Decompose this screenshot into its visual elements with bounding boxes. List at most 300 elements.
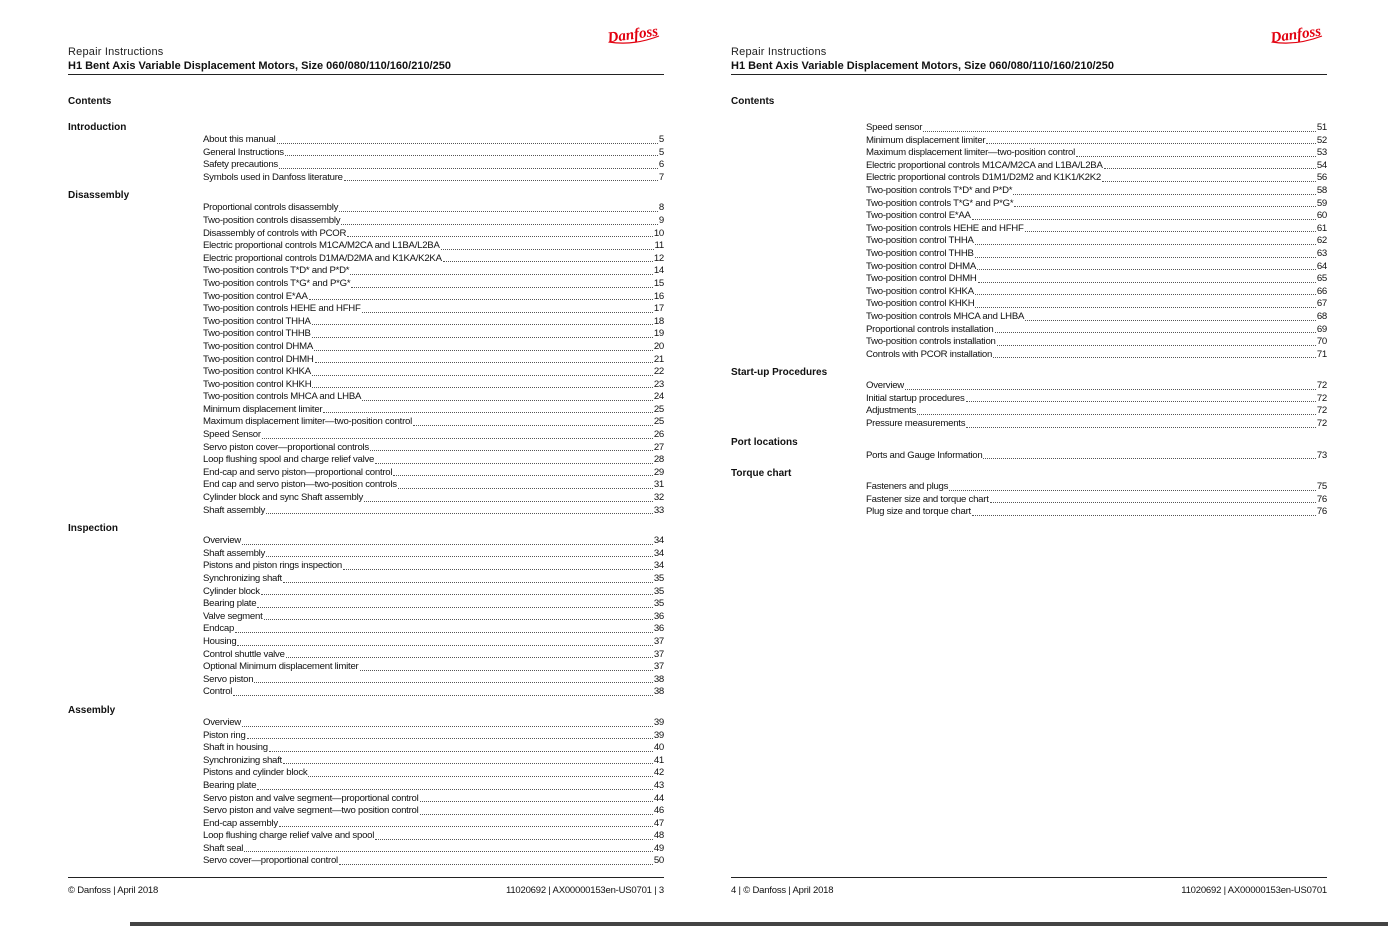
toc-page-number: 63 <box>1316 247 1327 259</box>
toc-entry[interactable] <box>866 248 1327 261</box>
toc-section-title: Torque chart <box>731 468 792 480</box>
toc-entry[interactable] <box>203 134 664 147</box>
toc-section-title: Disassembly <box>68 190 130 202</box>
toc-entry-title: Two-position controls T*G* and P*G* <box>866 197 1014 209</box>
toc-page-number: 38 <box>653 673 664 685</box>
toc-section-title: Port locations <box>731 436 798 448</box>
toc-entry[interactable] <box>203 674 664 687</box>
toc-entry-title: Two-position controls MHCA and LHBA <box>866 310 1025 322</box>
toc-section-title: Assembly <box>68 704 116 716</box>
toc-entry[interactable] <box>203 303 664 316</box>
toc-entry-title: Electric proportional controls D1MA/D2MA and K1KA/K2KA <box>203 252 442 264</box>
toc-page-number: 44 <box>653 792 664 804</box>
toc-page-number: 34 <box>653 547 664 559</box>
toc-page-number: 52 <box>1316 134 1327 146</box>
toc-entry[interactable] <box>866 160 1327 173</box>
toc-entry[interactable] <box>866 286 1327 299</box>
toc-entry[interactable] <box>203 686 664 699</box>
toc-entry[interactable] <box>203 636 664 649</box>
toc-page-number: 73 <box>1316 449 1327 461</box>
toc-page-number: 72 <box>1316 405 1327 417</box>
footer-right: 11020692 | AX00000153en-US0701 <box>1181 885 1327 896</box>
toc-dot-leader <box>949 490 1316 491</box>
viewer-bottom-edge <box>130 922 1388 926</box>
toc-dot-leader <box>995 332 1316 333</box>
toc-entry-title: Servo piston cover—proportional controls <box>203 441 369 453</box>
toc-entry[interactable] <box>866 223 1327 236</box>
toc-entry-title: Safety precautions <box>203 159 278 171</box>
toc-entry-title: Piston ring <box>203 729 246 741</box>
toc-entry-title: Pressure measurements <box>866 418 966 430</box>
toc-entry[interactable] <box>203 416 664 429</box>
toc-entry[interactable] <box>203 366 664 379</box>
toc-dot-leader <box>966 427 1316 428</box>
toc-page-number: 9 <box>658 214 664 226</box>
toc-entry[interactable] <box>203 404 664 417</box>
toc-entry-title: Electric proportional controls M1CA/M2CA and L1BA/L2BA <box>203 240 440 252</box>
toc-dot-leader <box>997 345 1316 346</box>
toc-entry-title: Two-position control THHA <box>203 315 311 327</box>
toc-entry[interactable] <box>203 855 664 868</box>
toc-dot-leader <box>1025 320 1316 321</box>
toc-entry[interactable] <box>866 494 1327 507</box>
toc-entry[interactable] <box>203 316 664 329</box>
toc-dot-leader <box>279 826 653 827</box>
toc-dot-leader <box>247 738 653 739</box>
toc-entries <box>203 523 664 699</box>
toc-page-number: 43 <box>653 779 664 791</box>
toc-entry[interactable] <box>866 418 1327 431</box>
toc-page-number: 50 <box>653 855 664 867</box>
toc-entry-title: Two-position controls MHCA and LHBA <box>203 391 362 403</box>
toc-dot-leader <box>264 619 653 620</box>
toc-entry-title: Servo piston <box>203 673 254 685</box>
toc-page-number: 51 <box>1316 122 1327 133</box>
toc-dot-leader <box>983 458 1315 459</box>
toc-page-number: 66 <box>1316 285 1327 297</box>
toc-dot-leader <box>339 864 653 865</box>
toc-page-number: 8 <box>658 202 664 214</box>
header-divider <box>68 74 664 75</box>
toc-dot-leader <box>1104 168 1316 169</box>
toc-page-number: 18 <box>653 315 664 327</box>
toc-entries <box>866 437 1327 463</box>
toc-entry-title: About this manual <box>203 134 276 145</box>
toc-entry[interactable] <box>203 215 664 228</box>
toc-entry[interactable] <box>203 467 664 480</box>
toc-section-title: Inspection <box>68 523 119 535</box>
toc-entry[interactable] <box>203 805 664 818</box>
toc-entry[interactable] <box>866 481 1327 494</box>
toc-page-number: 72 <box>1316 380 1327 392</box>
toc-entry[interactable] <box>203 793 664 806</box>
toc-page-number: 32 <box>653 492 664 504</box>
toc-dot-leader <box>283 763 653 764</box>
toc-dot-leader <box>312 387 652 388</box>
toc-entry[interactable] <box>866 405 1327 418</box>
toc-dot-leader <box>362 312 653 313</box>
toc-entry[interactable] <box>203 228 664 241</box>
toc-entry[interactable] <box>203 649 664 662</box>
toc-entry-title: Initial startup procedures <box>866 392 965 404</box>
toc-page-number: 14 <box>653 265 664 277</box>
toc-entry[interactable] <box>866 135 1327 148</box>
footer-left: © Danfoss | April 2018 <box>68 885 159 896</box>
toc-entry-title: General Instructions <box>203 146 284 158</box>
toc-entry-title: Bearing plate <box>203 779 257 791</box>
toc-page-number: 5 <box>658 134 664 145</box>
danfoss-logo <box>1266 20 1326 48</box>
toc-page-number: 56 <box>1316 172 1327 184</box>
toc-section-title: Introduction <box>68 122 127 133</box>
toc-dot-leader <box>1013 194 1316 195</box>
toc-entry[interactable] <box>866 393 1327 406</box>
toc-entry[interactable] <box>203 202 664 215</box>
toc-entry-title: Two-position control DHMA <box>203 340 313 352</box>
toc-dot-leader <box>975 294 1316 295</box>
toc-entry-title: Shaft in housing <box>203 742 268 754</box>
toc-page-number: 70 <box>1316 336 1327 348</box>
toc-entries <box>866 122 1327 361</box>
toc-dot-leader <box>420 801 653 802</box>
toc-entry[interactable] <box>203 172 664 185</box>
toc-entry-title: Loop flushing spool and charge relief valve <box>203 454 375 466</box>
toc-entry-title: Optional Minimum displacement limiter <box>203 661 359 673</box>
toc-entry[interactable] <box>203 429 664 442</box>
toc-entry-title: End-cap and servo piston—proportional control <box>203 466 393 478</box>
toc-dot-leader <box>972 515 1316 516</box>
toc-dot-leader <box>443 261 653 262</box>
toc-page-number: 22 <box>653 366 664 378</box>
toc-dot-leader <box>269 751 653 752</box>
toc-page-number: 10 <box>653 227 664 239</box>
toc-entry-title: Overview <box>866 380 904 392</box>
toc-entry[interactable] <box>866 261 1327 274</box>
toc-entry[interactable] <box>866 336 1327 349</box>
toc-section <box>68 517 664 699</box>
toc-dot-leader <box>393 475 653 476</box>
document-page-right <box>694 0 1388 926</box>
toc-entry[interactable] <box>203 586 664 599</box>
toc-dot-leader <box>344 180 658 181</box>
toc-page-number: 11 <box>654 240 664 252</box>
toc-entry-title: Electric proportional controls M1CA/M2CA and L1BA/L2BA <box>866 159 1103 171</box>
toc-dot-leader <box>375 463 653 464</box>
toc-entry-title: Shaft seal <box>203 842 244 854</box>
toc-page-number: 24 <box>653 391 664 403</box>
toc-page-number: 46 <box>653 805 664 817</box>
toc-entry[interactable] <box>203 278 664 291</box>
toc-entry[interactable] <box>203 623 664 636</box>
toc-dot-leader <box>972 219 1316 220</box>
toc-entry-title: Speed sensor <box>866 122 923 133</box>
toc-dot-leader <box>266 513 653 514</box>
toc-entry[interactable] <box>203 492 664 505</box>
toc-page-number: 39 <box>653 729 664 741</box>
toc-page-number: 47 <box>653 817 664 829</box>
toc-dot-leader <box>254 682 653 683</box>
toc-dot-leader <box>283 582 653 583</box>
toc-page-number: 37 <box>653 661 664 673</box>
toc-page-number: 48 <box>653 830 664 842</box>
toc-dot-leader <box>343 569 653 570</box>
toc-dot-leader <box>362 400 653 401</box>
toc-dot-leader <box>975 257 1316 258</box>
toc-dot-leader <box>237 645 652 646</box>
toc-entry[interactable] <box>203 730 664 743</box>
toc-entry[interactable] <box>203 548 664 561</box>
toc-entry[interactable] <box>203 454 664 467</box>
toc-entry[interactable] <box>866 198 1327 211</box>
toc-entry[interactable] <box>866 450 1327 463</box>
toc-entry-title: Control <box>203 686 233 698</box>
contents-heading: Contents <box>68 96 112 107</box>
toc-entry-title: Overview <box>203 716 241 728</box>
toc-dot-leader <box>279 168 658 169</box>
toc-page-number: 58 <box>1316 184 1327 196</box>
toc-dot-leader <box>978 282 1316 283</box>
toc-page-number: 72 <box>1316 418 1327 430</box>
toc-entry-title: Proportional controls installation <box>866 323 994 335</box>
toc-entry[interactable] <box>203 767 664 780</box>
toc-entry[interactable] <box>203 341 664 354</box>
toc-entry[interactable] <box>203 755 664 768</box>
toc-entry-title: Two-position controls T*G* and P*G* <box>203 277 351 289</box>
toc-page-number: 42 <box>653 767 664 779</box>
toc-entry[interactable] <box>203 159 664 172</box>
toc-dot-leader <box>242 726 653 727</box>
toc-entry-title: Plug size and torque chart <box>866 506 971 518</box>
toc-entry[interactable] <box>866 235 1327 248</box>
toc-entry-title: Two-position control DHMH <box>866 273 977 285</box>
toc-dot-leader <box>420 814 653 815</box>
toc-dot-leader <box>441 249 654 250</box>
toc-dot-leader <box>233 695 653 696</box>
toc-page-number: 36 <box>653 610 664 622</box>
toc-entry-title: Two-position control KHKH <box>203 378 312 390</box>
toc-page-number: 60 <box>1316 210 1327 222</box>
toc-entry-title: Pistons and piston rings inspection <box>203 560 342 572</box>
toc-entry-title: Synchronizing shaft <box>203 754 282 766</box>
toc-page-number: 67 <box>1316 298 1327 310</box>
toc-entry-title: Minimum displacement limiter <box>203 403 323 415</box>
toc-dot-leader <box>315 362 653 363</box>
toc-dot-leader <box>977 269 1316 270</box>
toc-entry-title: Fasteners and plugs <box>866 481 949 493</box>
toc-entry[interactable] <box>203 265 664 278</box>
toc-entry-title: Two-position control DHMA <box>866 260 976 272</box>
toc-entry-title: Minimum displacement limiter <box>866 134 986 146</box>
toc-page-number: 39 <box>653 716 664 728</box>
toc-dot-leader <box>262 438 653 439</box>
toc-page-number: 26 <box>653 429 664 441</box>
toc-dot-leader <box>347 236 653 237</box>
toc-page-number: 28 <box>653 454 664 466</box>
toc-dot-leader <box>339 211 658 212</box>
toc-entry[interactable] <box>866 324 1327 337</box>
footer-left: 4 | © Danfoss | April 2018 <box>731 885 834 896</box>
danfoss-logo <box>603 20 663 48</box>
toc-entry-title: Two-position control THHB <box>866 247 974 259</box>
toc-entry-title: Maximum displacement limiter—two-position control <box>866 147 1076 159</box>
toc-entry[interactable] <box>203 611 664 624</box>
toc-page-number: 35 <box>653 585 664 597</box>
toc-entry-title: Loop flushing charge relief valve and spool <box>203 830 375 842</box>
header-subtitle: Repair Instructions <box>731 46 827 58</box>
toc-entry-title: Two-position control THHA <box>866 235 974 247</box>
toc-entry-title: Servo cover—proportional control <box>203 855 338 867</box>
toc-entry-title: Two-position control KHKA <box>203 366 311 378</box>
table-of-contents <box>68 122 664 868</box>
toc-page-number: 12 <box>653 252 664 264</box>
toc-section-title: Start-up Procedures <box>731 367 828 379</box>
toc-entry[interactable] <box>203 291 664 304</box>
toc-entry[interactable] <box>866 185 1327 198</box>
toc-entry[interactable] <box>203 742 664 755</box>
header-subtitle: Repair Instructions <box>68 46 164 58</box>
toc-entry-title: Two-position controls disassembly <box>203 214 341 226</box>
toc-dot-leader <box>1102 181 1316 182</box>
toc-dot-leader <box>398 488 653 489</box>
toc-entry[interactable] <box>866 210 1327 223</box>
toc-entry-title: Bearing plate <box>203 598 257 610</box>
toc-page-number: 19 <box>653 328 664 340</box>
header-title: H1 Bent Axis Variable Displacement Motors, Size 060/080/110/160/210/250 <box>731 60 1114 72</box>
toc-page-number: 54 <box>1316 159 1327 171</box>
toc-page-number: 33 <box>653 504 664 516</box>
toc-dot-leader <box>286 657 653 658</box>
toc-entry[interactable] <box>866 349 1327 362</box>
toc-entry[interactable] <box>203 717 664 730</box>
footer-right: 11020692 | AX00000153en-US0701 | 3 <box>505 885 664 896</box>
toc-dot-leader <box>413 425 653 426</box>
toc-dot-leader <box>351 287 653 288</box>
toc-dot-leader <box>923 131 1316 132</box>
toc-dot-leader <box>1076 156 1316 157</box>
toc-page-number: 71 <box>1316 348 1327 360</box>
toc-entry[interactable] <box>203 442 664 455</box>
toc-section <box>731 462 1327 519</box>
toc-entry[interactable] <box>203 328 664 341</box>
toc-entry-title: Two-position control DHMH <box>203 353 314 365</box>
toc-entry[interactable] <box>203 780 664 793</box>
toc-entry-title: Controls with PCOR installation <box>866 348 993 360</box>
toc-entry[interactable] <box>203 560 664 573</box>
toc-dot-leader <box>990 502 1316 503</box>
toc-page-number: 23 <box>653 378 664 390</box>
toc-dot-leader <box>308 776 652 777</box>
toc-page-number: 6 <box>658 159 664 171</box>
toc-dot-leader <box>917 414 1316 415</box>
toc-entry-title: Two-position control KHKA <box>866 285 974 297</box>
toc-page-number: 35 <box>653 573 664 584</box>
toc-dot-leader <box>986 143 1315 144</box>
toc-entry[interactable] <box>866 122 1327 135</box>
toc-dot-leader <box>285 155 658 156</box>
toc-dot-leader <box>312 375 653 376</box>
header-divider <box>731 74 1327 75</box>
toc-entry[interactable] <box>203 147 664 160</box>
toc-entry-title: Synchronizing shaft <box>203 573 282 584</box>
toc-entry[interactable] <box>866 506 1327 519</box>
toc-entry-title: Symbols used in Danfoss literature <box>203 171 343 183</box>
toc-page-number: 41 <box>653 754 664 766</box>
toc-section <box>731 431 1327 463</box>
toc-entry[interactable] <box>203 505 664 518</box>
footer-divider <box>731 877 1327 878</box>
toc-entry[interactable] <box>866 147 1327 160</box>
toc-page-number: 62 <box>1316 235 1327 247</box>
toc-entry[interactable] <box>203 479 664 492</box>
toc-entry[interactable] <box>203 391 664 404</box>
toc-page-number: 25 <box>653 403 664 415</box>
toc-page-number: 21 <box>653 353 664 365</box>
toc-page-number: 16 <box>653 290 664 302</box>
toc-page-number: 75 <box>1316 481 1327 493</box>
toc-page-number: 59 <box>1316 197 1327 209</box>
toc-entry-title: Two-position controls T*D* and P*D* <box>866 184 1013 196</box>
toc-page-number: 61 <box>1316 222 1327 234</box>
toc-dot-leader <box>975 307 1315 308</box>
toc-entry-title: Fastener size and torque chart <box>866 493 989 505</box>
toc-page-number: 29 <box>653 466 664 478</box>
toc-page-number: 38 <box>653 686 664 698</box>
footer-divider <box>68 877 664 878</box>
toc-entry[interactable] <box>203 240 664 253</box>
toc-dot-leader <box>905 389 1316 390</box>
toc-dot-leader <box>993 357 1316 358</box>
toc-entry[interactable] <box>203 573 664 586</box>
toc-entry[interactable] <box>203 843 664 856</box>
toc-section <box>68 122 664 184</box>
toc-entry[interactable] <box>866 172 1327 185</box>
toc-dot-leader <box>314 350 653 351</box>
toc-entry[interactable] <box>203 661 664 674</box>
toc-entry-title: Pistons and cylinder block <box>203 767 308 779</box>
toc-page-number: 68 <box>1316 310 1327 322</box>
toc-entry[interactable] <box>203 253 664 266</box>
toc-entry[interactable] <box>866 298 1327 311</box>
toc-entry[interactable] <box>203 379 664 392</box>
toc-entry[interactable] <box>866 380 1327 393</box>
toc-entry-title: Two-position control THHB <box>203 328 311 340</box>
toc-entry[interactable] <box>203 818 664 831</box>
toc-entry[interactable] <box>203 830 664 843</box>
toc-entry-title: Two-position control E*AA <box>203 290 308 302</box>
toc-entry[interactable] <box>866 311 1327 324</box>
toc-page-number: 17 <box>653 303 664 315</box>
toc-dot-leader <box>266 556 653 557</box>
toc-dot-leader <box>261 594 653 595</box>
toc-entry-title: Two-position controls HEHE and HFHF <box>203 303 361 315</box>
toc-entry[interactable] <box>203 354 664 367</box>
toc-entry-title: Proportional controls disassembly <box>203 202 339 214</box>
toc-entry-title: Cylinder block <box>203 585 260 597</box>
toc-page-number: 36 <box>653 623 664 635</box>
toc-dot-leader <box>370 450 653 451</box>
toc-page-number: 49 <box>653 842 664 854</box>
toc-entry[interactable] <box>203 598 664 611</box>
toc-entry-title: Valve segment <box>203 610 263 622</box>
toc-entry[interactable] <box>203 535 664 548</box>
toc-entry-title: Maximum displacement limiter—two-position control <box>203 416 413 428</box>
toc-entry-title: Endcap <box>203 623 235 635</box>
toc-dot-leader <box>323 412 652 413</box>
toc-entry[interactable] <box>866 273 1327 286</box>
danfoss-logo-graphic <box>603 20 663 48</box>
toc-dot-leader <box>1025 231 1316 232</box>
toc-page-number: 69 <box>1316 323 1327 335</box>
